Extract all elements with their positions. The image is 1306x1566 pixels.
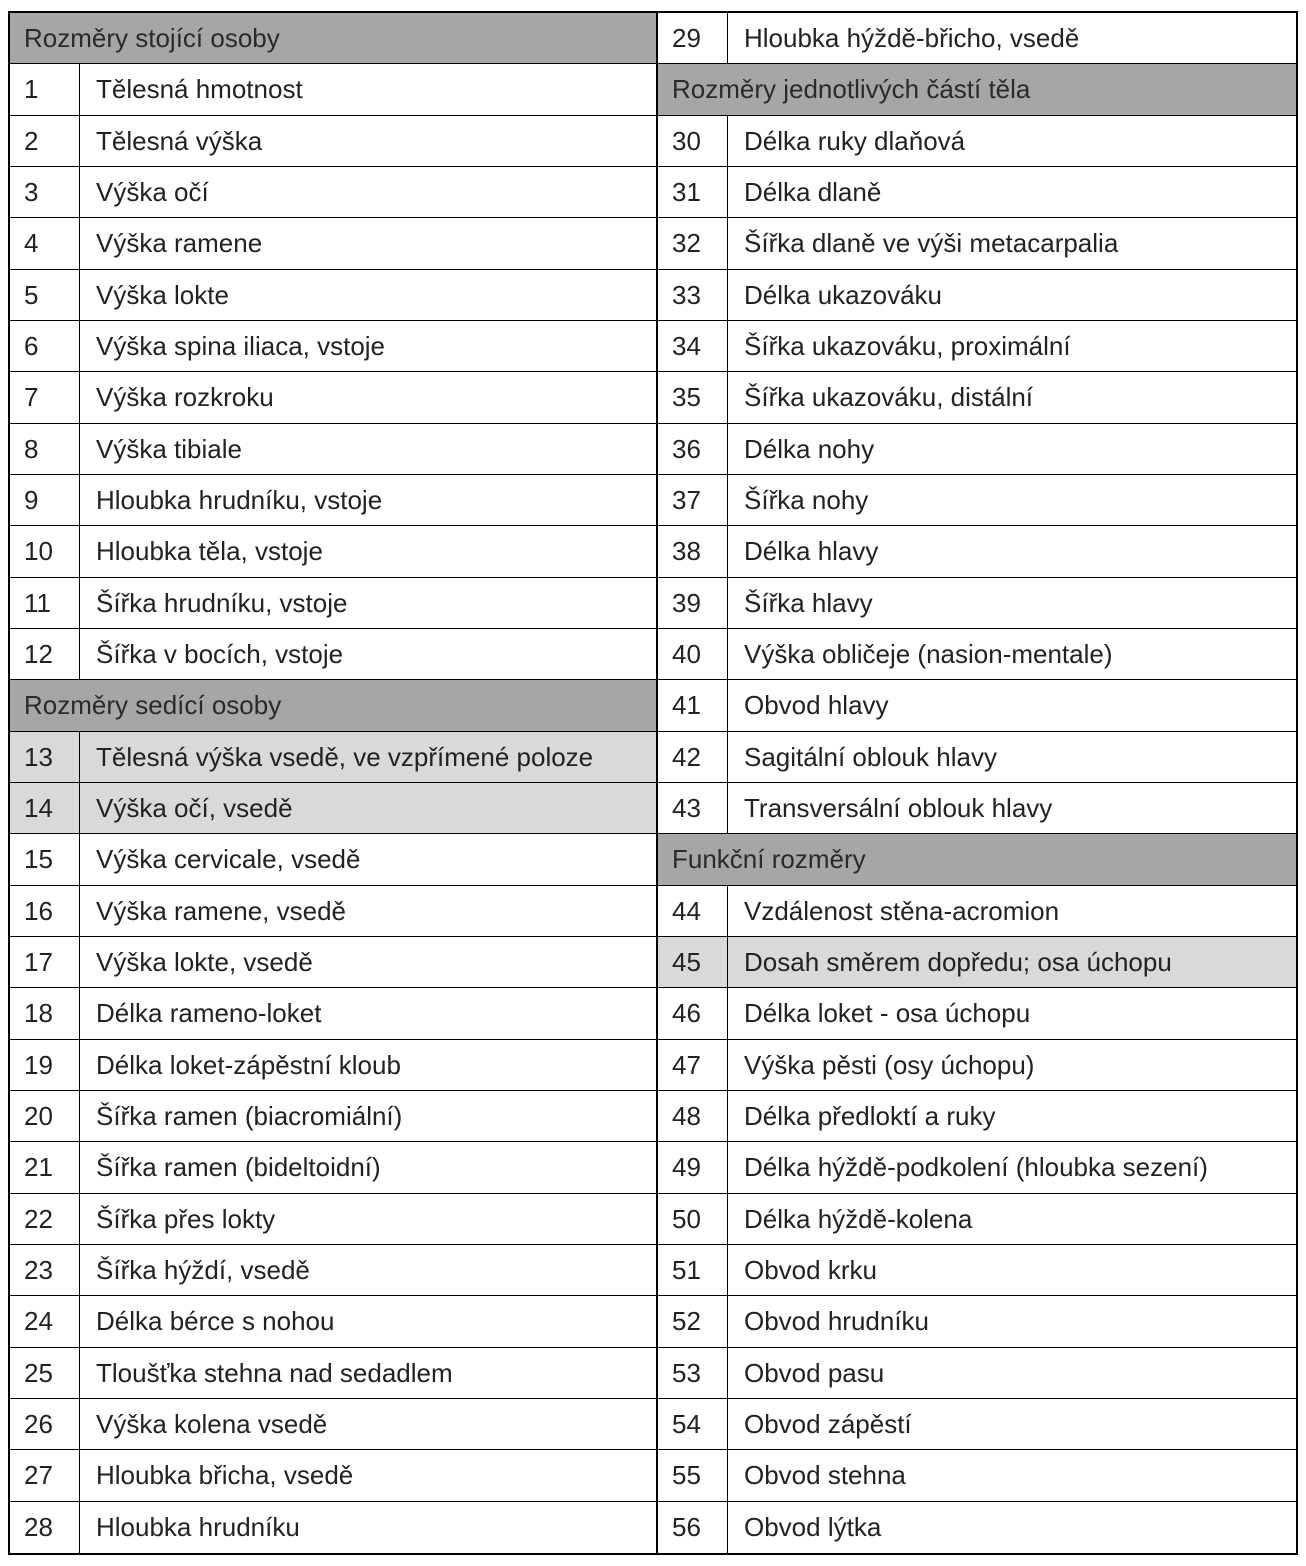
row-number: 7 — [10, 372, 80, 422]
table-row — [10, 937, 656, 988]
table-row — [10, 578, 656, 629]
table-row — [658, 1091, 1296, 1142]
row-label: Výška ramene, vsedě — [96, 895, 347, 926]
row-label: Délka hýždě-kolena — [744, 1203, 973, 1234]
row-label: Obvod hrudníku — [744, 1306, 930, 1337]
table-row — [658, 372, 1296, 423]
row-label: Tělesná výška vsedě, ve vzpřímené poloze — [96, 741, 594, 772]
row-number: 28 — [10, 1502, 80, 1553]
row-number: 34 — [658, 321, 728, 371]
row-number: 16 — [10, 886, 80, 936]
row-number: 41 — [658, 680, 728, 730]
table-row — [658, 218, 1296, 269]
row-label: Hloubka hrudníku — [96, 1512, 300, 1543]
row-number: 49 — [658, 1142, 728, 1192]
row-number: 1 — [10, 64, 80, 114]
left-column — [10, 13, 658, 1553]
row-label: Výška očí, vsedě — [96, 793, 293, 824]
table-row — [658, 1194, 1296, 1245]
table-row — [658, 1245, 1296, 1296]
row-label: Šířka hýždí, vsedě — [96, 1255, 310, 1286]
row-number: 8 — [10, 424, 80, 474]
row-number: 25 — [10, 1348, 80, 1398]
table-row — [658, 886, 1296, 937]
section-header-label: Rozměry sedící osoby — [24, 690, 282, 721]
row-label: Šířka nohy — [744, 485, 869, 516]
table-row — [10, 1296, 656, 1347]
row-number: 21 — [10, 1142, 80, 1192]
table-row — [10, 1502, 656, 1553]
row-number: 50 — [658, 1194, 728, 1244]
row-number: 39 — [658, 578, 728, 628]
row-label: Výška lokte, vsedě — [96, 947, 313, 978]
table-row — [10, 1091, 656, 1142]
row-label: Výška lokte — [96, 279, 229, 310]
row-label: Délka nohy — [744, 433, 875, 464]
table-row — [10, 1142, 656, 1193]
table-row — [658, 680, 1296, 731]
row-number: 47 — [658, 1040, 728, 1090]
table-row — [10, 1245, 656, 1296]
row-number: 52 — [658, 1296, 728, 1346]
row-label: Délka bérce s nohou — [96, 1306, 335, 1337]
table-row — [658, 1348, 1296, 1399]
table-row — [658, 732, 1296, 783]
table-row — [658, 629, 1296, 680]
row-number: 40 — [658, 629, 728, 679]
row-number: 31 — [658, 167, 728, 217]
row-label: Obvod stehna — [744, 1460, 906, 1491]
row-number: 5 — [10, 270, 80, 320]
table-row — [658, 270, 1296, 321]
row-label: Délka hýždě-podkolení (hloubka sezení) — [744, 1152, 1208, 1183]
row-label: Obvod hlavy — [744, 690, 889, 721]
row-label: Výška obličeje (nasion-mentale) — [744, 639, 1113, 670]
row-label: Obvod zápěstí — [744, 1409, 912, 1440]
row-number: 56 — [658, 1502, 728, 1553]
section-header-label: Rozměry stojící osoby — [24, 23, 280, 54]
row-label: Hloubka hýždě-břicho, vsedě — [744, 23, 1080, 54]
section-header-label: Rozměry jednotlivých částí těla — [672, 74, 1031, 105]
measurements-table — [8, 11, 1298, 1555]
row-label: Délka loket - osa úchopu — [744, 998, 1031, 1029]
row-label: Šířka ukazováku, distální — [744, 382, 1034, 413]
row-number: 38 — [658, 526, 728, 576]
row-label: Šířka ramen (bideltoidní) — [96, 1152, 381, 1183]
table-row — [10, 475, 656, 526]
table-row — [10, 783, 656, 834]
row-number: 2 — [10, 116, 80, 166]
row-label: Obvod krku — [744, 1255, 877, 1286]
table-row — [10, 64, 656, 115]
row-number: 4 — [10, 218, 80, 268]
table-row — [10, 886, 656, 937]
table-row — [10, 116, 656, 167]
row-number: 46 — [658, 988, 728, 1038]
row-number: 3 — [10, 167, 80, 217]
table-row — [658, 167, 1296, 218]
table-row — [658, 1399, 1296, 1450]
table-row — [10, 1450, 656, 1501]
row-label: Výška očí — [96, 177, 209, 208]
row-label: Výška spina iliaca, vstoje — [96, 331, 386, 362]
row-label: Obvod lýtka — [744, 1512, 882, 1543]
row-number: 55 — [658, 1450, 728, 1500]
row-number: 9 — [10, 475, 80, 525]
section-header — [658, 834, 1296, 885]
table-row — [10, 270, 656, 321]
row-label: Šířka ramen (biacromiální) — [96, 1101, 403, 1132]
row-label: Výška rozkroku — [96, 382, 274, 413]
row-number: 20 — [10, 1091, 80, 1141]
table-row — [658, 1040, 1296, 1091]
row-label: Obvod pasu — [744, 1357, 885, 1388]
row-label: Tloušťka stehna nad sedadlem — [96, 1357, 453, 1388]
row-label: Šířka přes lokty — [96, 1203, 276, 1234]
row-label: Šířka v bocích, vstoje — [96, 639, 344, 670]
row-label: Šířka dlaně ve výši metacarpalia — [744, 228, 1119, 259]
row-label: Délka předloktí a ruky — [744, 1101, 996, 1132]
row-number: 19 — [10, 1040, 80, 1090]
row-number: 45 — [658, 937, 728, 987]
row-label: Transversální oblouk hlavy — [744, 793, 1053, 824]
row-number: 27 — [10, 1450, 80, 1500]
row-label: Výška cervicale, vsedě — [96, 844, 361, 875]
row-number: 14 — [10, 783, 80, 833]
table-row — [658, 424, 1296, 475]
row-label: Výška ramene — [96, 228, 263, 259]
row-number: 18 — [10, 988, 80, 1038]
table-row — [658, 1450, 1296, 1501]
row-number: 6 — [10, 321, 80, 371]
table-row — [10, 732, 656, 783]
row-label: Délka hlavy — [744, 536, 879, 567]
table-row — [658, 937, 1296, 988]
row-label: Vzdálenost stěna-acromion — [744, 895, 1060, 926]
row-number: 51 — [658, 1245, 728, 1295]
table-row — [658, 1296, 1296, 1347]
row-number: 23 — [10, 1245, 80, 1295]
row-number: 11 — [10, 578, 80, 628]
row-label: Tělesná hmotnost — [96, 74, 303, 105]
section-header-label: Funkční rozměry — [672, 844, 866, 875]
table-row — [658, 1502, 1296, 1553]
row-label: Šířka hrudníku, vstoje — [96, 587, 348, 618]
table-row — [658, 116, 1296, 167]
table-row — [10, 1040, 656, 1091]
right-column — [658, 13, 1296, 1553]
table-row — [658, 578, 1296, 629]
row-label: Výška tibiale — [96, 433, 242, 464]
row-number: 42 — [658, 732, 728, 782]
row-number: 12 — [10, 629, 80, 679]
table-row — [658, 475, 1296, 526]
table-row — [10, 834, 656, 885]
row-label: Délka loket-zápěstní kloub — [96, 1049, 401, 1080]
row-label: Hloubka těla, vstoje — [96, 536, 323, 567]
row-number: 30 — [658, 116, 728, 166]
table-row — [10, 167, 656, 218]
row-number: 15 — [10, 834, 80, 884]
row-number: 24 — [10, 1296, 80, 1346]
row-number: 44 — [658, 886, 728, 936]
row-number: 13 — [10, 732, 80, 782]
table-row — [10, 629, 656, 680]
table-row — [658, 526, 1296, 577]
row-number: 29 — [658, 13, 728, 63]
table-row — [10, 526, 656, 577]
row-label: Šířka ukazováku, proximální — [744, 331, 1071, 362]
table-row — [658, 783, 1296, 834]
row-label: Délka dlaně — [744, 177, 882, 208]
table-row — [10, 218, 656, 269]
table-row — [658, 13, 1296, 64]
table-row — [10, 1348, 656, 1399]
row-number: 22 — [10, 1194, 80, 1244]
row-number: 17 — [10, 937, 80, 987]
row-label: Výška kolena vsedě — [96, 1409, 328, 1440]
section-header — [658, 64, 1296, 115]
row-label: Výška pěsti (osy úchopu) — [744, 1049, 1035, 1080]
row-label: Délka rameno-loket — [96, 998, 322, 1029]
section-header — [10, 13, 656, 64]
table-row — [10, 321, 656, 372]
row-number: 26 — [10, 1399, 80, 1449]
row-label: Tělesná výška — [96, 125, 263, 156]
row-number: 54 — [658, 1399, 728, 1449]
row-number: 53 — [658, 1348, 728, 1398]
table-row — [658, 1142, 1296, 1193]
row-number: 35 — [658, 372, 728, 422]
row-label: Hloubka břicha, vsedě — [96, 1460, 354, 1491]
table-row — [10, 1194, 656, 1245]
table-row — [10, 424, 656, 475]
table-row — [10, 1399, 656, 1450]
row-label: Délka ruky dlaňová — [744, 125, 966, 156]
row-number: 43 — [658, 783, 728, 833]
table-row — [658, 988, 1296, 1039]
row-label: Sagitální oblouk hlavy — [744, 741, 997, 772]
row-number: 32 — [658, 218, 728, 268]
table-row — [658, 321, 1296, 372]
row-number: 10 — [10, 526, 80, 576]
row-label: Šířka hlavy — [744, 587, 873, 618]
row-number: 48 — [658, 1091, 728, 1141]
section-header — [10, 680, 656, 731]
row-label: Hloubka hrudníku, vstoje — [96, 485, 383, 516]
row-number: 33 — [658, 270, 728, 320]
row-number: 37 — [658, 475, 728, 525]
table-row — [10, 988, 656, 1039]
row-number: 36 — [658, 424, 728, 474]
table-row — [10, 372, 656, 423]
row-label: Délka ukazováku — [744, 279, 942, 310]
row-label: Dosah směrem dopředu; osa úchopu — [744, 947, 1172, 978]
